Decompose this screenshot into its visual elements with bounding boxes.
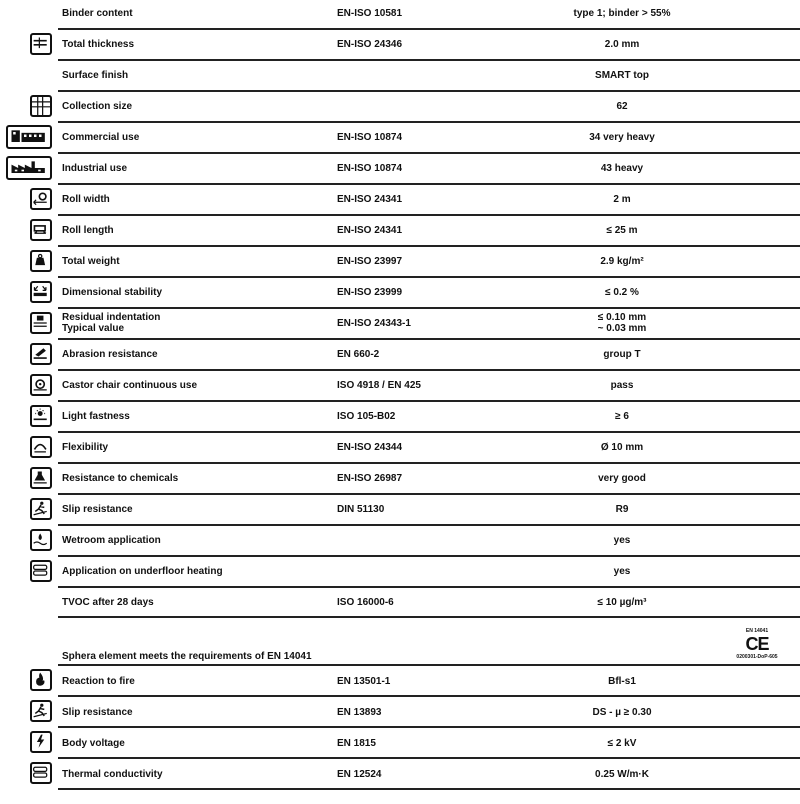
- fire-icon: [30, 669, 52, 691]
- light-fastness-icon: [30, 405, 52, 427]
- property-light-fastness: Light fastness: [62, 411, 130, 422]
- slip-icon: [30, 700, 52, 722]
- property-reaction-to-fire: Reaction to fire: [62, 676, 135, 687]
- property-en-slip-resistance: Slip resistance: [62, 707, 133, 718]
- value-dimensional-stability: ≤ 0.2 %: [605, 287, 639, 298]
- value-roll-length: ≤ 25 m: [606, 225, 638, 236]
- property-typical-value: Typical value: [62, 323, 125, 334]
- row-divider: [58, 59, 800, 61]
- row-divider: [58, 121, 800, 123]
- norm-total-thickness: EN-ISO 24346: [337, 39, 403, 50]
- property-surface-finish: Surface finish: [62, 70, 129, 81]
- property-commercial-use: Commercial use: [62, 132, 140, 143]
- row-divider: [58, 726, 800, 728]
- property-total-weight: Total weight: [62, 256, 120, 267]
- norm-reaction-to-fire: EN 13501-1: [337, 676, 391, 687]
- value-collection-size: 62: [616, 101, 628, 112]
- value-underfloor-heating: yes: [613, 566, 631, 577]
- value-slip-resistance: R9: [615, 504, 629, 515]
- norm-castor-chair: ISO 4918 / EN 425: [337, 380, 421, 391]
- row-divider: [58, 214, 800, 216]
- row-divider: [58, 493, 800, 495]
- property-resistance-to-chemicals: Resistance to chemicals: [62, 473, 179, 484]
- dimensional-stability-icon: [30, 281, 52, 303]
- row-divider: [58, 555, 800, 557]
- property-binder-content: Binder content: [62, 8, 133, 19]
- value-commercial-use: 34 very heavy: [589, 132, 655, 143]
- row-divider: [58, 462, 800, 464]
- norm-en-slip-resistance: EN 13893: [337, 707, 382, 718]
- value-en-slip-resistance: DS - µ ≥ 0.30: [592, 707, 652, 718]
- row-divider: [58, 307, 800, 309]
- castor-chair-icon: [30, 374, 52, 396]
- row-divider: [58, 431, 800, 433]
- norm-tvoc: ISO 16000-6: [337, 597, 394, 608]
- chemicals-icon: [30, 467, 52, 489]
- roll-width-icon: [30, 188, 52, 210]
- value-flexibility: Ø 10 mm: [600, 442, 644, 453]
- property-castor-chair: Castor chair continuous use: [62, 380, 198, 391]
- norm-binder-content: EN-ISO 10581: [337, 8, 403, 19]
- norm-flexibility: EN-ISO 24344: [337, 442, 403, 453]
- property-roll-width: Roll width: [62, 194, 110, 205]
- value-wetroom-application: yes: [613, 535, 631, 546]
- norm-commercial-use: EN-ISO 10874: [337, 132, 403, 143]
- wetroom-icon: [30, 529, 52, 551]
- norm-roll-width: EN-ISO 24341: [337, 194, 403, 205]
- property-roll-length: Roll length: [62, 225, 114, 236]
- property-collection-size: Collection size: [62, 101, 133, 112]
- property-flexibility: Flexibility: [62, 442, 109, 453]
- property-industrial-use: Industrial use: [62, 163, 128, 174]
- property-underfloor-heating: Application on underfloor heating: [62, 566, 223, 577]
- ce-standard-label: EN 14041: [745, 628, 769, 634]
- flexibility-icon: [30, 436, 52, 458]
- row-divider: [58, 586, 800, 588]
- value-roll-width: 2 m: [613, 194, 631, 205]
- body-voltage-icon: [30, 731, 52, 753]
- abrasion-icon: [30, 343, 52, 365]
- value-thermal-conductivity: 0.25 W/m·K: [595, 769, 649, 780]
- row-divider: [58, 152, 800, 154]
- row-divider: [58, 245, 800, 247]
- grid-icon: [30, 95, 52, 117]
- row-divider: [58, 695, 800, 697]
- norm-roll-length: EN-ISO 24341: [337, 225, 403, 236]
- norm-light-fastness: ISO 105-B02: [337, 411, 396, 422]
- norm-thermal-conductivity: EN 12524: [337, 769, 382, 780]
- row-divider: [58, 276, 800, 278]
- property-body-voltage: Body voltage: [62, 738, 125, 749]
- value-total-weight: 2.9 kg/m²: [600, 256, 644, 267]
- en14041-heading: Sphera element meets the requirements of EN 14041: [62, 651, 312, 662]
- value-reaction-to-fire: Bfl-s1: [608, 676, 636, 687]
- value-residual-indentation: ≤ 0.10 mm: [597, 312, 647, 323]
- property-thermal-conductivity: Thermal conductivity: [62, 769, 163, 780]
- row-divider: [58, 400, 800, 402]
- ce-dop-code: 0200301-DoP-605: [736, 654, 778, 660]
- row-divider: [58, 369, 800, 371]
- value-total-thickness: 2.0 mm: [604, 39, 640, 50]
- row-divider: [58, 183, 800, 185]
- norm-abrasion-resistance: EN 660-2: [337, 349, 380, 360]
- norm-total-weight: EN-ISO 23997: [337, 256, 403, 267]
- value-typical-value: ~ 0.03 mm: [597, 323, 647, 334]
- row-divider: [58, 616, 800, 618]
- row-divider: [58, 524, 800, 526]
- commercial-building-icon: [6, 125, 52, 149]
- row-divider: [58, 90, 800, 92]
- property-abrasion-resistance: Abrasion resistance: [62, 349, 158, 360]
- value-castor-chair: pass: [610, 380, 634, 391]
- value-binder-content: type 1; binder > 55%: [573, 8, 671, 19]
- value-tvoc: ≤ 10 µg/m³: [597, 597, 647, 608]
- row-divider: [58, 788, 800, 790]
- value-light-fastness: ≥ 6: [615, 411, 629, 422]
- factory-icon: [6, 156, 52, 180]
- norm-residual-indentation: EN-ISO 24343-1: [337, 318, 411, 329]
- norm-resistance-to-chemicals: EN-ISO 26987: [337, 473, 403, 484]
- value-surface-finish: SMART top: [595, 70, 649, 81]
- roll-length-icon: [30, 219, 52, 241]
- property-total-thickness: Total thickness: [62, 39, 135, 50]
- value-body-voltage: ≤ 2 kV: [607, 738, 637, 749]
- norm-industrial-use: EN-ISO 10874: [337, 163, 403, 174]
- ce-mark: CE: [745, 634, 769, 654]
- property-slip-resistance: Slip resistance: [62, 504, 133, 515]
- row-divider: [58, 28, 800, 30]
- property-dimensional-stability: Dimensional stability: [62, 287, 163, 298]
- row-divider: [58, 338, 800, 340]
- indentation-icon: [30, 312, 52, 334]
- norm-slip-resistance: DIN 51130: [337, 504, 385, 515]
- thermal-conductivity-icon: [30, 762, 52, 784]
- value-industrial-use: 43 heavy: [600, 163, 644, 174]
- ce-mark-block: [730, 628, 784, 660]
- row-divider: [58, 664, 800, 666]
- row-divider: [58, 757, 800, 759]
- weight-icon: [30, 250, 52, 272]
- thickness-icon: [30, 33, 52, 55]
- value-abrasion-resistance: group T: [603, 349, 641, 360]
- property-residual-indentation: Residual indentation: [62, 312, 161, 323]
- norm-body-voltage: EN 1815: [337, 738, 376, 749]
- underfloor-heating-icon: [30, 560, 52, 582]
- value-resistance-to-chemicals: very good: [598, 473, 646, 484]
- slip-icon: [30, 498, 52, 520]
- norm-dimensional-stability: EN-ISO 23999: [337, 287, 403, 298]
- property-wetroom-application: Wetroom application: [62, 535, 161, 546]
- property-tvoc: TVOC after 28 days: [62, 597, 154, 608]
